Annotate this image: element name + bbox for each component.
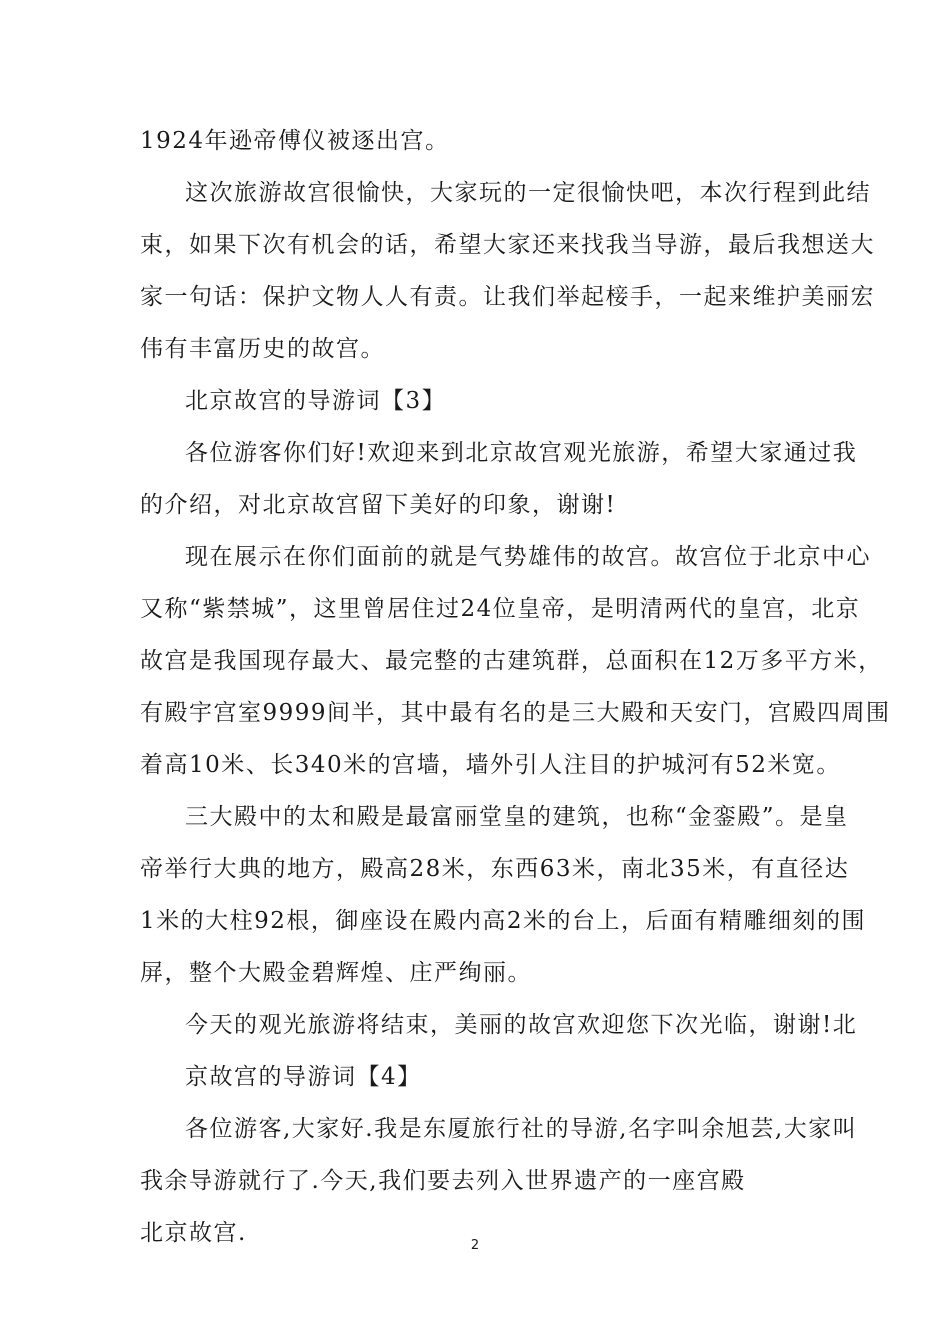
section-heading: 京故宫的导游词【4】 xyxy=(185,1064,422,1090)
text-line: 各位游客,大家好.我是东厦旅行社的导游,名字叫余旭芸,大家叫 xyxy=(185,1116,858,1142)
text-line: 现在展示在你们面前的就是气势雄伟的故宫。故宫位于北京中心 xyxy=(185,544,871,570)
text-line: 1米的大柱92根，御座设在殿内高2米的台上，后面有精雕细刻的围 xyxy=(140,908,867,934)
text-line: 又称“紫禁城”，这里曾居住过24位皇帝，是明清两代的皇宫，北京 xyxy=(140,596,861,622)
text-line: 束，如果下次有机会的话，希望大家还来找我当导游，最后我想送大 xyxy=(140,232,875,258)
text-line: 我余导游就行了.今天,我们要去列入世界遗产的一座宫殿 xyxy=(140,1168,746,1194)
text-line: 各位游客你们好!欢迎来到北京故宫观光旅游，希望大家通过我 xyxy=(185,440,858,466)
text-line: 屏，整个大殿金碧辉煌、庄严绚丽。 xyxy=(140,960,532,986)
page-number: 2 xyxy=(470,1238,480,1253)
text-line: 帝举行大典的地方，殿高28米，东西63米，南北35米，有直径达 xyxy=(140,856,850,882)
section-heading: 北京故宫的导游词【3】 xyxy=(185,388,447,414)
text-line: 故宫是我国现存最大、最完整的古建筑群，总面积在12万多平方米， xyxy=(140,648,883,674)
text-line: 家一句话：保护文物人人有责。让我们举起椄手，一起来维护美丽宏 xyxy=(140,284,875,310)
text-line: 今天的观光旅游将结束，美丽的故宫欢迎您下次光临，谢谢!北 xyxy=(185,1012,858,1038)
text-line: 这次旅游故宫很愉快，大家玩的一定很愉快吧，本次行程到此结 xyxy=(185,180,871,206)
text-line: 北京故宫. xyxy=(140,1220,247,1246)
text-line: 1924年逊帝傅仪被逐出宫。 xyxy=(140,128,450,154)
text-line: 有殿宇宫室9999间半，其中最有名的是三大殿和天安门，宫殿四周围 xyxy=(140,700,891,726)
text-line: 三大殿中的太和殿是最富丽堂皇的建筑，也称“金銮殿”。是皇 xyxy=(185,804,849,830)
text-line: 伟有丰富历史的故宫。 xyxy=(140,336,385,362)
text-line: 着高10米、长340米的宫墙，墙外引人注目的护城河有52米宽。 xyxy=(140,752,841,778)
text-line: 的介绍，对北京故宫留下美好的印象，谢谢! xyxy=(140,492,617,518)
